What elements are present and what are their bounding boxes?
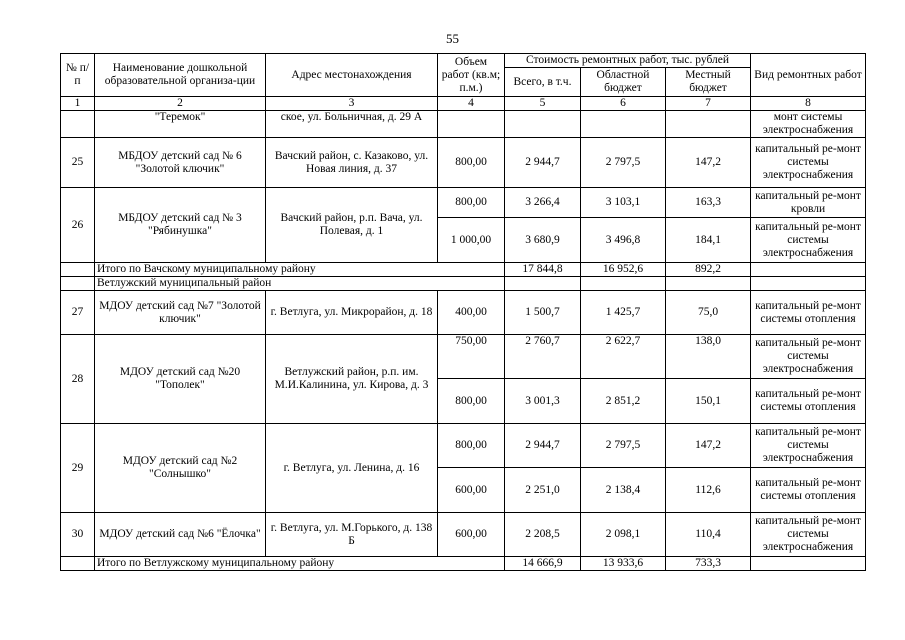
kind-cell: капитальный ре-монт системы электроснабжения	[751, 513, 866, 557]
col-num-cell: 8	[751, 97, 866, 111]
col-num-cell: 6	[581, 97, 666, 111]
local-cell: 184,1	[666, 218, 751, 263]
column-numbers-row	[61, 97, 866, 111]
total-cell: 2 944,7	[505, 424, 581, 468]
volume-cell: 400,00	[438, 291, 505, 335]
header-cost-group: Стоимость ремонтных работ, тыс. рублей	[505, 54, 751, 68]
table-row	[61, 291, 866, 335]
local-cell: 112,6	[666, 468, 751, 513]
subtotal-label: Итого по Вачскому муниципальному району	[95, 263, 505, 277]
local-cell: 150,1	[666, 379, 751, 424]
volume-cell: 600,00	[438, 468, 505, 513]
header-kind: Вид ремонтных работ	[751, 54, 866, 97]
regional-cell: 3 496,8	[581, 218, 666, 263]
volume-cell: 800,00	[438, 379, 505, 424]
subtotal-row	[61, 557, 866, 571]
table-row	[61, 138, 866, 188]
num-cell: 27	[61, 291, 95, 335]
total-cell: 2 944,7	[505, 138, 581, 188]
address-cell: г. Ветлуга, ул. Микрорайон, д. 18	[266, 291, 438, 335]
volume-cell: 800,00	[438, 138, 505, 188]
local-cell: 147,2	[666, 424, 751, 468]
org-cell: МДОУ детский сад №6 "Ёлочка"	[95, 513, 266, 557]
col-num-cell: 4	[438, 97, 505, 111]
total-cell: 3 266,4	[505, 188, 581, 218]
local-cell: 163,3	[666, 188, 751, 218]
total-cell: 3 001,3	[505, 379, 581, 424]
kind-cell: капитальный ре-монт системы отопления	[751, 468, 866, 513]
header-num: № п/п	[61, 54, 95, 97]
num-cell: 30	[61, 513, 95, 557]
local-cell: 110,4	[666, 513, 751, 557]
org-cell: "Теремок"	[95, 111, 266, 138]
regional-cell: 2 098,1	[581, 513, 666, 557]
regional-cell: 2 622,7	[581, 335, 666, 379]
table-row	[61, 188, 866, 218]
address-cell: г. Ветлуга, ул. М.Горького, д. 138 Б	[266, 513, 438, 557]
col-num-cell: 7	[666, 97, 751, 111]
table-row	[61, 335, 866, 379]
header-org: Наименование дошкольной образовательной организа-ции	[95, 54, 266, 97]
total-cell: 3 680,9	[505, 218, 581, 263]
regional-cell: 3 103,1	[581, 188, 666, 218]
kind-cell: капитальный ре-монт системы электроснабжения	[751, 218, 866, 263]
regional-cell: 2 851,2	[581, 379, 666, 424]
org-cell: МБДОУ детский сад № 3 "Рябинушка"	[95, 188, 266, 263]
repair-costs-table	[60, 53, 866, 571]
regional-cell: 2 797,5	[581, 138, 666, 188]
local-cell: 733,3	[666, 557, 751, 571]
local-cell: 138,0	[666, 335, 751, 379]
kind-cell: капитальный ре-монт системы отопления	[751, 291, 866, 335]
table-row	[61, 111, 866, 138]
volume-cell: 600,00	[438, 513, 505, 557]
kind-cell: капитальный ре-монт системы электроснабжения	[751, 424, 866, 468]
kind-cell: капитальный ре-монт системы электроснабжения	[751, 335, 866, 379]
col-num-cell: 3	[266, 97, 438, 111]
num-cell: 28	[61, 335, 95, 424]
local-cell: 147,2	[666, 138, 751, 188]
num-cell: 26	[61, 188, 95, 263]
address-cell: Вачский район, р.п. Вача, ул. Полевая, д. 1	[266, 188, 438, 263]
subtotal-row	[61, 263, 866, 277]
org-cell: МБДОУ детский сад № 6 "Золотой ключик"	[95, 138, 266, 188]
section-label: Ветлужский муниципальный район	[95, 277, 505, 291]
org-cell: МДОУ детский сад №20 "Тополек"	[95, 335, 266, 424]
page-number: 55	[446, 31, 459, 46]
address-cell: Ветлужский район, р.п. им. М.И.Калинина, ул. Кирова, д. 3	[266, 335, 438, 424]
regional-cell: 1 425,7	[581, 291, 666, 335]
address-cell: г. Ветлуга, ул. Ленина, д. 16	[266, 424, 438, 513]
regional-cell: 2 138,4	[581, 468, 666, 513]
kind-cell: капитальный ре-монт системы отопления	[751, 379, 866, 424]
org-cell: МДОУ детский сад №2 "Солнышко"	[95, 424, 266, 513]
kind-cell: капитальный ре-монт кровли	[751, 188, 866, 218]
col-num-cell: 5	[505, 97, 581, 111]
header-row	[61, 54, 866, 68]
regional-cell: 13 933,6	[581, 557, 666, 571]
total-cell: 2 208,5	[505, 513, 581, 557]
local-cell: 892,2	[666, 263, 751, 277]
num-cell: 25	[61, 138, 95, 188]
header-total: Всего, в т.ч.	[505, 68, 581, 97]
table-row	[61, 513, 866, 557]
kind-cell: монт системы электроснабжения	[751, 111, 866, 138]
address-cell: ское, ул. Больничная, д. 29 А	[266, 111, 438, 138]
header-address: Адрес местонахождения	[266, 54, 438, 97]
volume-cell: 750,00	[438, 335, 505, 379]
header-local: Местный бюджет	[666, 68, 751, 97]
kind-cell: капитальный ре-монт системы электроснабжения	[751, 138, 866, 188]
total-cell: 2 251,0	[505, 468, 581, 513]
subtotal-label: Итого по Ветлужскому муниципальному району	[95, 557, 505, 571]
header-volume: Объем работ (кв.м; п.м.)	[438, 54, 505, 97]
total-cell: 1 500,7	[505, 291, 581, 335]
org-cell: МДОУ детский сад №7 "Золотой ключик"	[95, 291, 266, 335]
num-cell: 29	[61, 424, 95, 513]
volume-cell: 800,00	[438, 424, 505, 468]
header-regional: Областной бюджет	[581, 68, 666, 97]
table-row	[61, 424, 866, 468]
col-num-cell: 1	[61, 97, 95, 111]
section-row	[61, 277, 866, 291]
local-cell: 75,0	[666, 291, 751, 335]
regional-cell: 2 797,5	[581, 424, 666, 468]
total-cell: 2 760,7	[505, 335, 581, 379]
total-cell: 17 844,8	[505, 263, 581, 277]
volume-cell: 800,00	[438, 188, 505, 218]
volume-cell: 1 000,00	[438, 218, 505, 263]
col-num-cell: 2	[95, 97, 266, 111]
address-cell: Вачский район, с. Казаково, ул. Новая линия, д. 37	[266, 138, 438, 188]
regional-cell: 16 952,6	[581, 263, 666, 277]
total-cell: 14 666,9	[505, 557, 581, 571]
